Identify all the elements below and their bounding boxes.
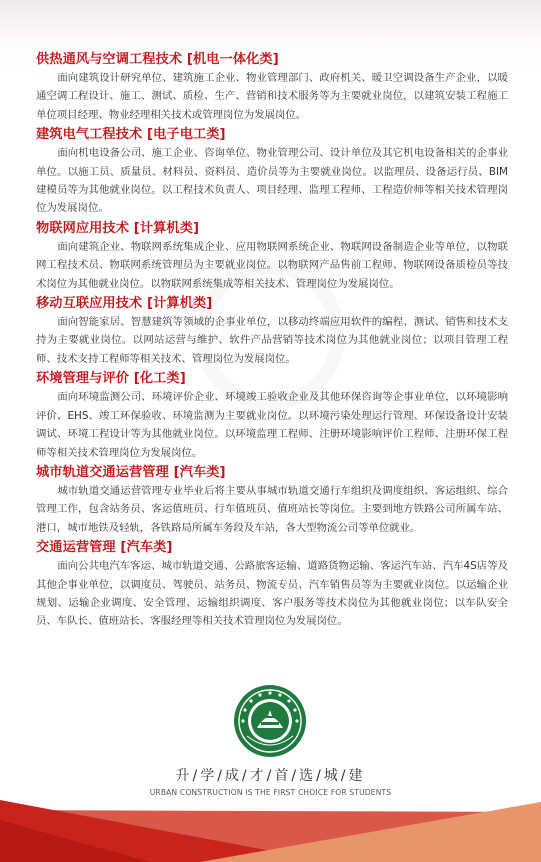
- major-list: [36, 50, 508, 632]
- major-section: [36, 125, 508, 218]
- major-title: 交通运营管理 [汽车类]: [36, 540, 173, 556]
- major-title: 城市轨道交通运营管理 [汽车类]: [36, 464, 226, 480]
- major-section: [36, 50, 508, 124]
- major-description: 面向建筑设计研究单位、建筑施工企业、物业管理部门、政府机关、暖卫空调设备生产企业，以暖通空调工程设计、施工、测试、质检、生产、营销和技术服务等为主要就业岗位，以建筑安装工程施工单位项目经理、物业经理相关技术或管理岗位为发展岗位。: [36, 72, 508, 121]
- major-title: 供热通风与空调工程技术 [机电一体化类]: [36, 52, 279, 67]
- major-description: 面向环境监测公司、环境评价企业、环境竣工验收企业及其他环保咨询等企事业单位，以环境影响评价、EHS、竣工环保验收、环境监测为主要就业岗位。以环境污染处理运行管理、环保设备设计安装调试、环境工程设计等为其他就业岗位。以环境监理工程师、注册环境影响评价工程师、注册环保工程师等相关技术管理岗位为发展岗位。: [36, 391, 508, 459]
- major-title: 物联网应用技术 [计算机类]: [36, 220, 200, 236]
- school-emblem-icon: [233, 684, 307, 758]
- top-band: [0, 0, 541, 40]
- major-title: 移动互联应用技术 [计算机类]: [36, 296, 213, 312]
- major-title: 环境管理与评价 [化工类]: [36, 371, 186, 387]
- major-section: [36, 538, 508, 631]
- major-description: 面向公共电汽车客运、城市轨道交通、公路旅客运输、道路货物运输、客运汽车站、汽车4S店等及其他企事业单位，以调度员、驾驶员、站务员、物流专员、汽车销售员等为主要就业岗位。以运输企业规划、运输企业调度、安全管理、运输组织调度、客户服务等技术岗位为其他就业岗位；以车队安全员、车队长、值班站长、客服经理等相关技术管理岗位为发展岗位。: [36, 560, 508, 628]
- major-section: [36, 369, 508, 462]
- footer-decoration: [0, 790, 541, 862]
- major-description: 面向机电设备公司、施工企业、咨询单位、物业管理公司、设计单位及其它机电设备相关的企事业单位。以施工员、质量员、材料员、资料员、造价员等为主要就业岗位。以监理员、设备运行员、BIM建模员等为其他就业岗位。以工程技术负责人、项目经理、监理工程师、工程造价师等相关技术管理岗位为发展岗位。: [36, 147, 508, 215]
- major-section: [36, 219, 508, 293]
- major-title: 建筑电气工程技术 [电子电工类]: [36, 127, 226, 143]
- major-description: 城市轨道交通运营管理专业毕业后将主要从事城市轨道交通行车组织及调度组织、客运组织、综合管理工作，包含站务员、客运值班员、行车值班员、值班站长等岗位。主要到地方铁路公司所属车站、港口，城市地铁及轻轨，各铁路局所属车务段及车站，各大型物流公司等单位就业。: [36, 484, 508, 534]
- major-section: [36, 294, 508, 368]
- slogan-english: URBAN CONSTRUCTION IS THE FIRST CHOICE FOR STUDENTS: [149, 788, 392, 797]
- major-description: 面向智能家居、智慧建筑等领域的企事业单位，以移动终端应用软件的编程、测试、销售和技术支持为主要就业岗位。以网站运营与维护、软件产品营销等技术岗位为其他就业岗位；以项目管理工程师、技术支持工程师等相关技术、管理岗位为发展岗位。: [36, 316, 508, 365]
- major-description: 面向建筑企业、物联网系统集成企业、应用物联网系统企业、物联网设备制造企业等单位，以物联网工程技术员、物联网系统管理员为主要就业岗位。以物联网产品售前工程师、物联网设备质检员等技术岗位为其他就业岗位。以物联网系统集成等相关技术、管理岗位为发展岗位。: [36, 240, 508, 290]
- slogan: 升/学/成/才/首/选/城/建: [175, 768, 366, 784]
- major-section: [36, 463, 508, 537]
